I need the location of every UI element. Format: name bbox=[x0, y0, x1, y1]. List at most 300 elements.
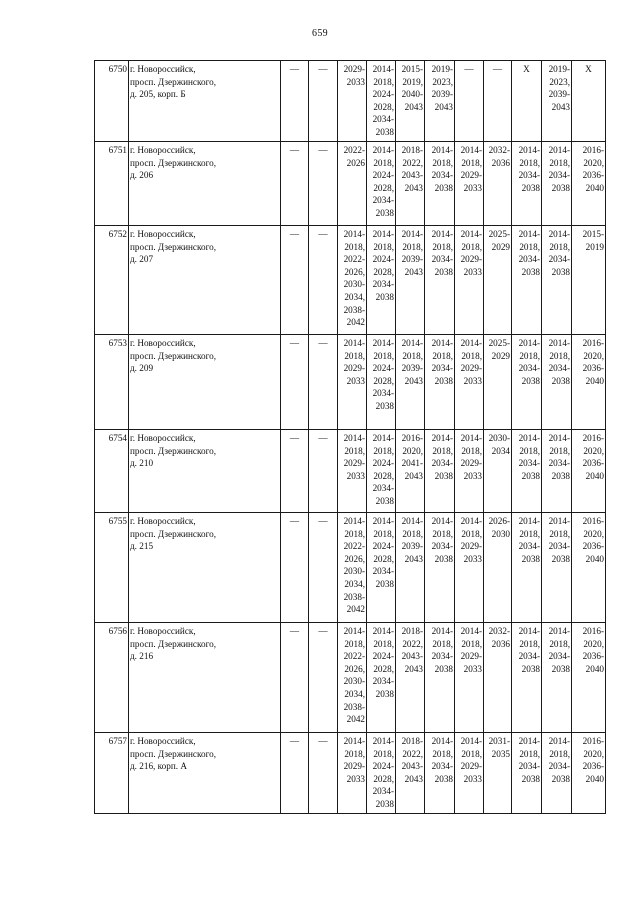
period-cell bbox=[425, 623, 455, 733]
period-line: 2034- bbox=[548, 761, 570, 772]
period-line: 2029- bbox=[460, 541, 482, 552]
period-line: 2034, bbox=[344, 688, 365, 699]
period-line: 2034- bbox=[372, 566, 394, 577]
period-cell bbox=[396, 513, 425, 623]
period-cell bbox=[425, 733, 455, 814]
period-cell bbox=[542, 142, 572, 226]
period-cell bbox=[572, 623, 606, 733]
period-line: 2034- bbox=[518, 170, 540, 181]
period-line: 2038 bbox=[551, 182, 570, 193]
period-line: 2025- bbox=[488, 229, 510, 239]
period-line: 2038 bbox=[521, 663, 540, 674]
address-line: д. 210 bbox=[130, 458, 154, 469]
period-cell bbox=[367, 142, 396, 226]
period-line: 2018, bbox=[373, 445, 394, 456]
period-line: 2014- bbox=[343, 626, 365, 636]
period-line: 2033 bbox=[463, 773, 482, 784]
period-line: 2016- bbox=[582, 626, 604, 636]
period-line: 2018, bbox=[402, 350, 423, 361]
period-cell bbox=[425, 335, 455, 430]
address-cell bbox=[129, 61, 281, 142]
period-line: 2018, bbox=[461, 748, 482, 759]
period-line: 2014- bbox=[460, 229, 482, 239]
period-line: 2014- bbox=[343, 516, 365, 526]
period-cell bbox=[484, 513, 512, 623]
dash-cell: — bbox=[309, 513, 338, 623]
period-cell bbox=[396, 142, 425, 226]
period-line: 2023, bbox=[549, 76, 570, 87]
period-line: 2034- bbox=[548, 458, 570, 469]
period-line: 2018, bbox=[549, 350, 570, 361]
period-line: 2018, bbox=[519, 350, 540, 361]
period-line: 2034 bbox=[491, 445, 510, 456]
period-line: 2029- bbox=[460, 254, 482, 265]
row-number: 6751 bbox=[95, 142, 129, 226]
period-line: 2018, bbox=[432, 638, 453, 649]
period-cell bbox=[367, 430, 396, 513]
period-line: 2018, bbox=[461, 445, 482, 456]
period-line: 2014- bbox=[372, 229, 394, 239]
period-line: 2016- bbox=[582, 736, 604, 746]
period-cell bbox=[455, 733, 484, 814]
period-line: 2035 bbox=[491, 748, 510, 759]
period-line: 2038 bbox=[375, 291, 394, 302]
period-line: 2038 bbox=[521, 375, 540, 386]
period-line: 2043 bbox=[404, 101, 423, 112]
period-line: 2029 bbox=[491, 350, 510, 361]
period-line: 2014- bbox=[518, 516, 540, 526]
period-line: 2038 bbox=[375, 495, 394, 506]
repair-schedule-table bbox=[94, 60, 606, 814]
period-line: 2018, bbox=[344, 638, 365, 649]
period-cell bbox=[367, 513, 396, 623]
period-line: 2018, bbox=[432, 528, 453, 539]
period-line: 2018, bbox=[373, 76, 394, 87]
period-line: 2033 bbox=[463, 182, 482, 193]
period-line: 2043- bbox=[401, 170, 423, 181]
period-line: 2034- bbox=[518, 458, 540, 469]
period-line: 2029- bbox=[460, 170, 482, 181]
address-cell bbox=[129, 142, 281, 226]
period-cell bbox=[572, 335, 606, 430]
period-cell bbox=[512, 513, 542, 623]
period-line: 2018, bbox=[519, 241, 540, 252]
period-line: 2022- bbox=[343, 254, 365, 265]
period-cell bbox=[396, 733, 425, 814]
period-line: 2030- bbox=[343, 676, 365, 687]
period-line: 2018, bbox=[344, 748, 365, 759]
period-line: 2032- bbox=[488, 145, 510, 155]
period-line: 2030- bbox=[343, 566, 365, 577]
period-line: 2040 bbox=[585, 553, 604, 564]
period-line: 2014- bbox=[372, 736, 394, 746]
address-line: г. Новороссийск, bbox=[130, 626, 196, 636]
period-line: 2029- bbox=[460, 458, 482, 469]
period-line: 2042 bbox=[346, 714, 365, 725]
period-cell bbox=[512, 430, 542, 513]
table-row bbox=[95, 733, 606, 814]
period-line: 2038 bbox=[375, 798, 394, 809]
period-line: 2024- bbox=[372, 170, 394, 181]
period-cell bbox=[542, 226, 572, 335]
dash-cell: — bbox=[281, 513, 309, 623]
period-line: 2034- bbox=[372, 279, 394, 290]
period-line: 2014- bbox=[518, 736, 540, 746]
period-line: — bbox=[492, 64, 503, 74]
period-line: 2014- bbox=[548, 516, 570, 526]
period-line: 2022- bbox=[343, 541, 365, 552]
period-line: 2038 bbox=[375, 688, 394, 699]
period-line: 2014- bbox=[548, 229, 570, 239]
period-line: 2014- bbox=[460, 736, 482, 746]
period-line: 2028, bbox=[373, 470, 394, 481]
period-cell bbox=[455, 430, 484, 513]
address-cell bbox=[129, 335, 281, 430]
period-line: 2038 bbox=[551, 663, 570, 674]
period-line: 2018, bbox=[373, 638, 394, 649]
period-line: 2014- bbox=[518, 626, 540, 636]
period-line: 2034- bbox=[518, 254, 540, 265]
period-line: 2034- bbox=[548, 170, 570, 181]
address-line: просп. Дзержинского, bbox=[130, 748, 216, 759]
period-cell bbox=[396, 226, 425, 335]
period-line: 2014- bbox=[431, 516, 453, 526]
period-line: 2038 bbox=[521, 553, 540, 564]
period-line: 2028, bbox=[373, 182, 394, 193]
period-line: 2042 bbox=[346, 317, 365, 328]
period-line: 2018, bbox=[549, 241, 570, 252]
period-line: 2034- bbox=[372, 388, 394, 399]
period-cell bbox=[367, 335, 396, 430]
period-line: 2036- bbox=[582, 651, 604, 662]
period-line: 2038 bbox=[434, 773, 453, 784]
dash-cell: — bbox=[281, 61, 309, 142]
period-line: 2036 bbox=[491, 638, 510, 649]
period-cell bbox=[455, 226, 484, 335]
address-line: просп. Дзержинского, bbox=[130, 241, 216, 252]
period-line: 2020, bbox=[583, 350, 604, 361]
period-line: 2016- bbox=[401, 433, 423, 443]
table-row bbox=[95, 623, 606, 733]
period-cell bbox=[484, 733, 512, 814]
period-line: 2024- bbox=[372, 651, 394, 662]
period-line: 2041- bbox=[401, 458, 423, 469]
address-line: г. Новороссийск, bbox=[130, 229, 196, 239]
address-line: д. 205, корп. Б bbox=[130, 89, 186, 100]
period-line: 2034- bbox=[518, 541, 540, 552]
period-line: 2028, bbox=[373, 375, 394, 386]
period-line: 2034- bbox=[518, 363, 540, 374]
period-line: 2043 bbox=[404, 470, 423, 481]
period-line: 2033 bbox=[346, 76, 365, 87]
period-line: 2038 bbox=[551, 470, 570, 481]
dash-cell: — bbox=[309, 623, 338, 733]
period-line: 2034- bbox=[431, 761, 453, 772]
address-cell bbox=[129, 430, 281, 513]
dash-cell: — bbox=[281, 623, 309, 733]
period-line: 2014- bbox=[518, 145, 540, 155]
period-line: 2016- bbox=[582, 516, 604, 526]
table-row bbox=[95, 513, 606, 623]
address-line: г. Новороссийск, bbox=[130, 433, 196, 443]
period-cell bbox=[425, 430, 455, 513]
period-cell bbox=[338, 430, 367, 513]
period-line: 2014- bbox=[518, 229, 540, 239]
period-line: 2033 bbox=[463, 470, 482, 481]
row-number: 6756 bbox=[95, 623, 129, 733]
period-cell bbox=[484, 142, 512, 226]
period-line: 2014- bbox=[431, 433, 453, 443]
period-line: 2018, bbox=[519, 157, 540, 168]
period-line: 2039- bbox=[401, 254, 423, 265]
period-line: 2022- bbox=[343, 651, 365, 662]
period-line: 2034- bbox=[372, 483, 394, 494]
period-line: 2014- bbox=[343, 433, 365, 443]
period-line: 2018, bbox=[432, 445, 453, 456]
dash-cell: — bbox=[309, 142, 338, 226]
period-line: 2014- bbox=[372, 433, 394, 443]
table-row bbox=[95, 142, 606, 226]
period-line: 2014- bbox=[372, 145, 394, 155]
period-line: 2024- bbox=[372, 541, 394, 552]
period-line: 2040 bbox=[585, 375, 604, 386]
period-cell bbox=[396, 61, 425, 142]
period-line: 2038 bbox=[434, 375, 453, 386]
period-cell bbox=[338, 733, 367, 814]
period-line: 2038 bbox=[434, 553, 453, 564]
table-row bbox=[95, 335, 606, 430]
period-line: 2028, bbox=[373, 266, 394, 277]
period-line: 2034- bbox=[548, 254, 570, 265]
period-line: 2038 bbox=[375, 400, 394, 411]
period-line: 2018, bbox=[461, 350, 482, 361]
period-line: 2036- bbox=[582, 541, 604, 552]
dash-cell: — bbox=[281, 430, 309, 513]
period-line: 2026- bbox=[488, 516, 510, 526]
period-cell bbox=[572, 61, 606, 142]
period-cell bbox=[484, 430, 512, 513]
dash-cell: — bbox=[281, 733, 309, 814]
address-line: просп. Дзержинского, bbox=[130, 157, 216, 168]
address-line: д. 216 bbox=[130, 651, 154, 662]
period-line: 2015- bbox=[401, 64, 423, 74]
period-cell bbox=[512, 142, 542, 226]
period-cell bbox=[542, 733, 572, 814]
period-line: 2016- bbox=[582, 145, 604, 155]
period-line: 2018, bbox=[344, 241, 365, 252]
dash-cell: — bbox=[309, 430, 338, 513]
period-line: 2028, bbox=[373, 101, 394, 112]
period-line: 2014- bbox=[548, 736, 570, 746]
period-line: 2019- bbox=[548, 64, 570, 74]
period-line: 2038 bbox=[521, 470, 540, 481]
period-line: 2034- bbox=[431, 541, 453, 552]
period-line: 2015- bbox=[582, 229, 604, 239]
period-line: 2036- bbox=[582, 458, 604, 469]
period-line: 2043 bbox=[404, 663, 423, 674]
period-line: 2024- bbox=[372, 458, 394, 469]
period-line: 2029- bbox=[460, 363, 482, 374]
period-line: 2014- bbox=[401, 516, 423, 526]
period-line: 2018, bbox=[344, 445, 365, 456]
row-number: 6750 bbox=[95, 61, 129, 142]
period-line: 2022, bbox=[402, 638, 423, 649]
period-cell bbox=[367, 226, 396, 335]
period-cell bbox=[338, 335, 367, 430]
dash-cell: — bbox=[281, 226, 309, 335]
period-line: 2018, bbox=[519, 748, 540, 759]
period-line: 2038 bbox=[375, 207, 394, 218]
period-line: 2026, bbox=[344, 266, 365, 277]
period-line: 2014- bbox=[431, 338, 453, 348]
period-cell bbox=[484, 623, 512, 733]
period-line: 2020, bbox=[402, 445, 423, 456]
address-line: г. Новороссийск, bbox=[130, 736, 196, 746]
period-line: 2038- bbox=[343, 304, 365, 315]
period-line: 2018, bbox=[549, 528, 570, 539]
period-line: 2034- bbox=[431, 651, 453, 662]
period-cell bbox=[512, 733, 542, 814]
period-line: 2018, bbox=[549, 445, 570, 456]
period-line: 2033 bbox=[463, 663, 482, 674]
period-line: 2038 bbox=[375, 126, 394, 137]
period-line: 2030 bbox=[491, 528, 510, 539]
period-line: 2039- bbox=[548, 89, 570, 100]
period-line: 2036- bbox=[582, 363, 604, 374]
period-line: 2016- bbox=[582, 338, 604, 348]
period-line: 2038- bbox=[343, 701, 365, 712]
period-cell bbox=[338, 623, 367, 733]
address-line: г. Новороссийск, bbox=[130, 338, 196, 348]
period-line: 2016- bbox=[582, 433, 604, 443]
period-cell bbox=[572, 513, 606, 623]
period-line: 2038 bbox=[521, 266, 540, 277]
table-body bbox=[95, 61, 606, 814]
address-line: д. 215 bbox=[130, 541, 154, 552]
period-line: 2033 bbox=[463, 553, 482, 564]
period-line: 2018, bbox=[344, 528, 365, 539]
period-line: 2014- bbox=[548, 626, 570, 636]
period-line: 2014- bbox=[343, 338, 365, 348]
period-line: 2026, bbox=[344, 553, 365, 564]
period-line: 2038 bbox=[521, 182, 540, 193]
period-line: 2040 bbox=[585, 663, 604, 674]
period-line: 2038 bbox=[375, 578, 394, 589]
period-line: 2043 bbox=[404, 553, 423, 564]
period-line: 2034- bbox=[431, 458, 453, 469]
address-cell bbox=[129, 513, 281, 623]
period-line: 2033 bbox=[346, 470, 365, 481]
period-line: 2014- bbox=[431, 145, 453, 155]
period-line: 2024- bbox=[372, 89, 394, 100]
period-cell bbox=[425, 226, 455, 335]
period-line: 2025- bbox=[488, 338, 510, 348]
period-line: 2022, bbox=[402, 157, 423, 168]
address-line: просп. Дзержинского, bbox=[130, 528, 216, 539]
period-line: 2026, bbox=[344, 663, 365, 674]
period-line: 2020, bbox=[583, 157, 604, 168]
period-line: 2014- bbox=[372, 516, 394, 526]
period-line: 2018, bbox=[461, 241, 482, 252]
period-line: 2014- bbox=[401, 338, 423, 348]
period-line: 2014- bbox=[460, 338, 482, 348]
period-line: 2038 bbox=[521, 773, 540, 784]
period-line: 2038 bbox=[551, 773, 570, 784]
period-line: 2040 bbox=[585, 773, 604, 784]
period-line: 2033 bbox=[346, 375, 365, 386]
address-line: просп. Дзержинского, bbox=[130, 76, 216, 87]
period-line: 2034- bbox=[372, 786, 394, 797]
period-line: 2034- bbox=[431, 254, 453, 265]
period-line: 2040- bbox=[401, 89, 423, 100]
period-cell bbox=[542, 335, 572, 430]
period-line: 2020, bbox=[583, 445, 604, 456]
address-line: д. 207 bbox=[130, 254, 154, 265]
period-cell bbox=[512, 623, 542, 733]
period-line: 2018, bbox=[373, 748, 394, 759]
period-line: 2043 bbox=[551, 101, 570, 112]
period-line: 2018, bbox=[519, 445, 540, 456]
period-line: 2038 bbox=[551, 266, 570, 277]
period-line: 2018, bbox=[432, 241, 453, 252]
period-line: 2028, bbox=[373, 553, 394, 564]
period-line: X bbox=[523, 64, 530, 74]
period-line: 2036- bbox=[582, 761, 604, 772]
row-number: 6754 bbox=[95, 430, 129, 513]
period-cell bbox=[484, 335, 512, 430]
period-line: 2042 bbox=[346, 604, 365, 615]
period-line: 2014- bbox=[343, 229, 365, 239]
address-line: г. Новороссийск, bbox=[130, 64, 196, 74]
period-line: 2040 bbox=[585, 182, 604, 193]
period-line: 2018, bbox=[402, 241, 423, 252]
period-line: 2018, bbox=[432, 350, 453, 361]
period-line: 2018, bbox=[432, 157, 453, 168]
period-line: 2038- bbox=[343, 591, 365, 602]
period-line: 2029 bbox=[491, 241, 510, 252]
row-number: 6753 bbox=[95, 335, 129, 430]
period-line: 2043 bbox=[404, 773, 423, 784]
period-cell bbox=[396, 335, 425, 430]
period-line: 2014- bbox=[431, 736, 453, 746]
period-line: 2018, bbox=[461, 157, 482, 168]
period-line: 2032- bbox=[488, 626, 510, 636]
address-line: г. Новороссийск, bbox=[130, 516, 196, 526]
period-line: 2014- bbox=[548, 338, 570, 348]
row-number: 6752 bbox=[95, 226, 129, 335]
period-line: 2018, bbox=[461, 638, 482, 649]
period-line: 2014- bbox=[431, 626, 453, 636]
period-line: 2018, bbox=[373, 157, 394, 168]
period-cell bbox=[572, 430, 606, 513]
period-line: 2018, bbox=[519, 528, 540, 539]
period-line: 2014- bbox=[343, 736, 365, 746]
period-line: 2014- bbox=[460, 145, 482, 155]
period-cell bbox=[512, 335, 542, 430]
period-cell bbox=[367, 733, 396, 814]
period-line: 2034- bbox=[548, 541, 570, 552]
period-cell bbox=[338, 513, 367, 623]
table-row bbox=[95, 430, 606, 513]
period-line: 2036- bbox=[582, 170, 604, 181]
period-line: 2034- bbox=[548, 651, 570, 662]
row-number: 6755 bbox=[95, 513, 129, 623]
period-line: 2018, bbox=[549, 748, 570, 759]
period-line: 2028, bbox=[373, 773, 394, 784]
period-line: 2014- bbox=[431, 229, 453, 239]
period-line: 2039- bbox=[431, 89, 453, 100]
period-cell bbox=[542, 430, 572, 513]
